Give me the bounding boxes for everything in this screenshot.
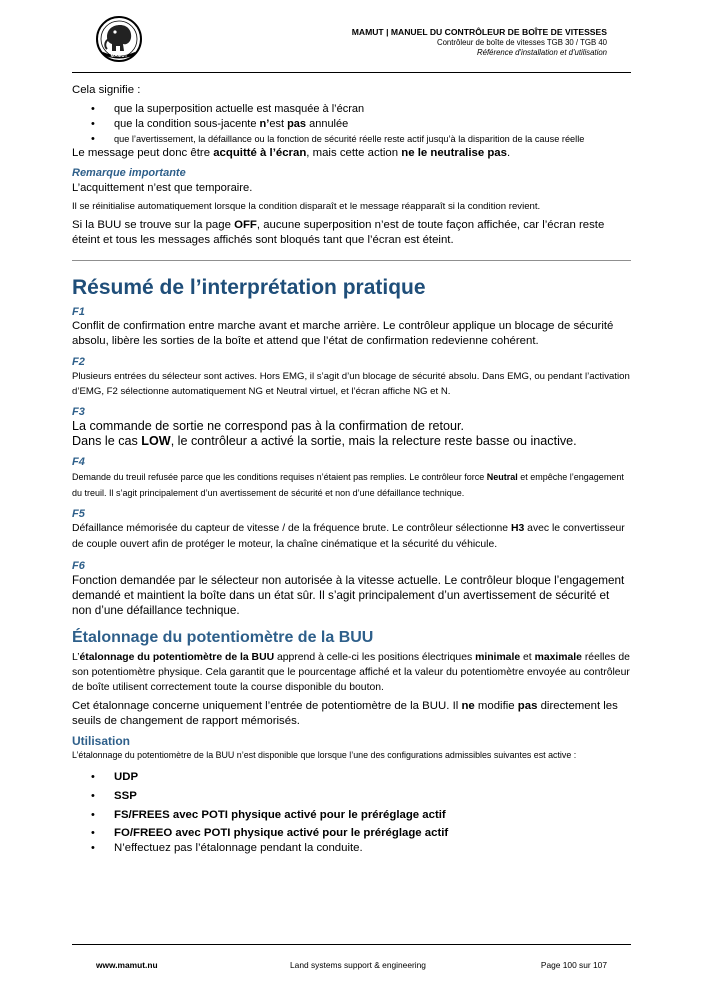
intro-bullet-1: • que la superposition actuelle est masquée à l’écran (72, 102, 631, 117)
footer-tagline: Land systems support & engineering (290, 960, 426, 970)
usage-item-ssp: • SSP (72, 787, 631, 806)
svg-text:MAMUT: MAMUT (110, 53, 128, 58)
f6-code: F6 (72, 560, 85, 572)
remark-line-1: L’acquittement n’est que temporaire. (72, 182, 253, 194)
usage-item-fs-frees: • FS/FREES avec POTI physique activé pour le préréglage actif (72, 806, 631, 825)
usage-item-udp: • UDP (72, 768, 631, 787)
remark-title: Remarque importante (72, 167, 186, 179)
remark-line-3: Si la BUU se trouve sur la page OFF, aucune superposition n’est de toute façon affichée, car l’écran reste éteint et tous les messages affichés sont bloqués tant que l’écran est éteint. (72, 219, 605, 246)
usage-heading: Utilisation (72, 734, 131, 748)
f1-code: F1 (72, 306, 85, 318)
header-subtitle: Contrôleur de boîte de vitesses TGB 30 / TGB 40 (436, 38, 607, 47)
footer-page-number: Page 100 sur 107 (540, 960, 607, 970)
mamut-logo (95, 15, 143, 63)
f2-code: F2 (72, 356, 85, 368)
usage-list (72, 768, 631, 855)
section-divider (72, 260, 631, 261)
remark-line-2: Il se réinitialise automatiquement lorsque la condition disparaît et le message réapparaît si la condition revient. (72, 201, 541, 212)
f4-text: Demande du treuil refusée parce que les conditions requises n’étaient pas remplies. Le contrôleur force Neutral et empêche l’engagement du treuil. Il s’agit principalement d’un avertissement de sécurité et non d’une défaillance technique. (72, 472, 624, 498)
usage-item-warning: • N’effectuez pas l’étalonnage pendant la conduite. (72, 841, 631, 855)
f3-code: F3 (72, 406, 85, 418)
f4-code: F4 (72, 456, 85, 468)
footer-rule (72, 944, 631, 945)
f3-line-1: La commande de sortie ne correspond pas à la confirmation de retour. (72, 419, 465, 433)
f2-text: Plusieurs entrées du sélecteur sont actives. Hors EMG, il s’agit d’un blocage de sécurité absolu. Dans EMG, ou pendant l’activation d’EMG, F2 sélectionne automatiquement NG et Neutral virtuel, et l’écran affiche NG et N. (72, 371, 630, 397)
usage-text: L’étalonnage du potentiomètre de la BUU n’est disponible que lorsque l’une des configurations admissibles suivantes est active : (72, 750, 577, 760)
f6-text: Fonction demandée par le sélecteur non autorisée à la vitesse actuelle. Le contrôleur bloque l’engagement demandé et maintient la boîte dans un état sûr. Il s’agit principalement d’un avertissement de sécurité et non d’une défaillance technique. (72, 574, 625, 617)
page-content (72, 83, 631, 855)
intro-lead: Cela signifie : (72, 84, 141, 96)
calibration-paragraph-2: Cet étalonnage concerne uniquement l’entrée de potentiomètre de la BUU. Il ne modifie pas directement les seuils de changement de rapport mémorisés. (72, 700, 618, 727)
calibration-paragraph-1: L’étalonnage du potentiomètre de la BUU apprend à celle-ci les positions électriques minimale et maximale réelles de son potentiomètre physique. Cela garantit que le pourcentage affiché et la valeur du potentiomètre envoyée au contrôleur de boîte utilisent correctement toute la course disponible du bouton. (72, 652, 630, 693)
summary-heading: Résumé de l’interprétation pratique (72, 276, 426, 299)
intro-bullet-2: • que la condition sous-jacente n’est pas annulée (72, 117, 631, 132)
f5-code: F5 (72, 508, 85, 520)
f5-text: Défaillance mémorisée du capteur de vitesse / de la fréquence brute. Le contrôleur sélectionne H3 avec le convertisseur de couple ouvert afin de protéger le moteur, la chaîne cinématique et la sécurité du véhicule. (72, 523, 625, 550)
f3-line-2: Dans le cas LOW, le contrôleur a activé la sortie, mais la relecture reste basse ou inactive. (72, 434, 577, 448)
intro-message: Le message peut donc être acquitté à l’écran, mais cette action ne le neutralise pas. (72, 147, 511, 159)
intro-bullets (72, 102, 631, 146)
f1-text: Conflit de confirmation entre marche avant et marche arrière. Le contrôleur applique un blocage de sécurité absolu, libère les sorties de la boîte et attend que l’état de confirmation redevienne cohérent. (72, 320, 614, 347)
usage-item-fo-freeo: • FO/FREEO avec POTI physique activé pour le préréglage actif (72, 825, 631, 841)
footer-url[interactable]: www.mamut.nu (96, 960, 158, 970)
header-title: MAMUT | MANUEL DU CONTRÔLEUR DE BOÎTE DE VITESSES (351, 27, 607, 37)
header-subtitle-2: Référence d'installation et d'utilisation (477, 48, 607, 57)
calibration-heading: Étalonnage du potentiomètre de la BUU (72, 629, 374, 646)
page-header (352, 27, 607, 58)
intro-bullet-3: • que l’avertissement, la défaillance ou la fonction de sécurité réelle reste actif jusqu’à la disparition de la cause réelle (72, 132, 631, 146)
header-rule (72, 72, 631, 73)
